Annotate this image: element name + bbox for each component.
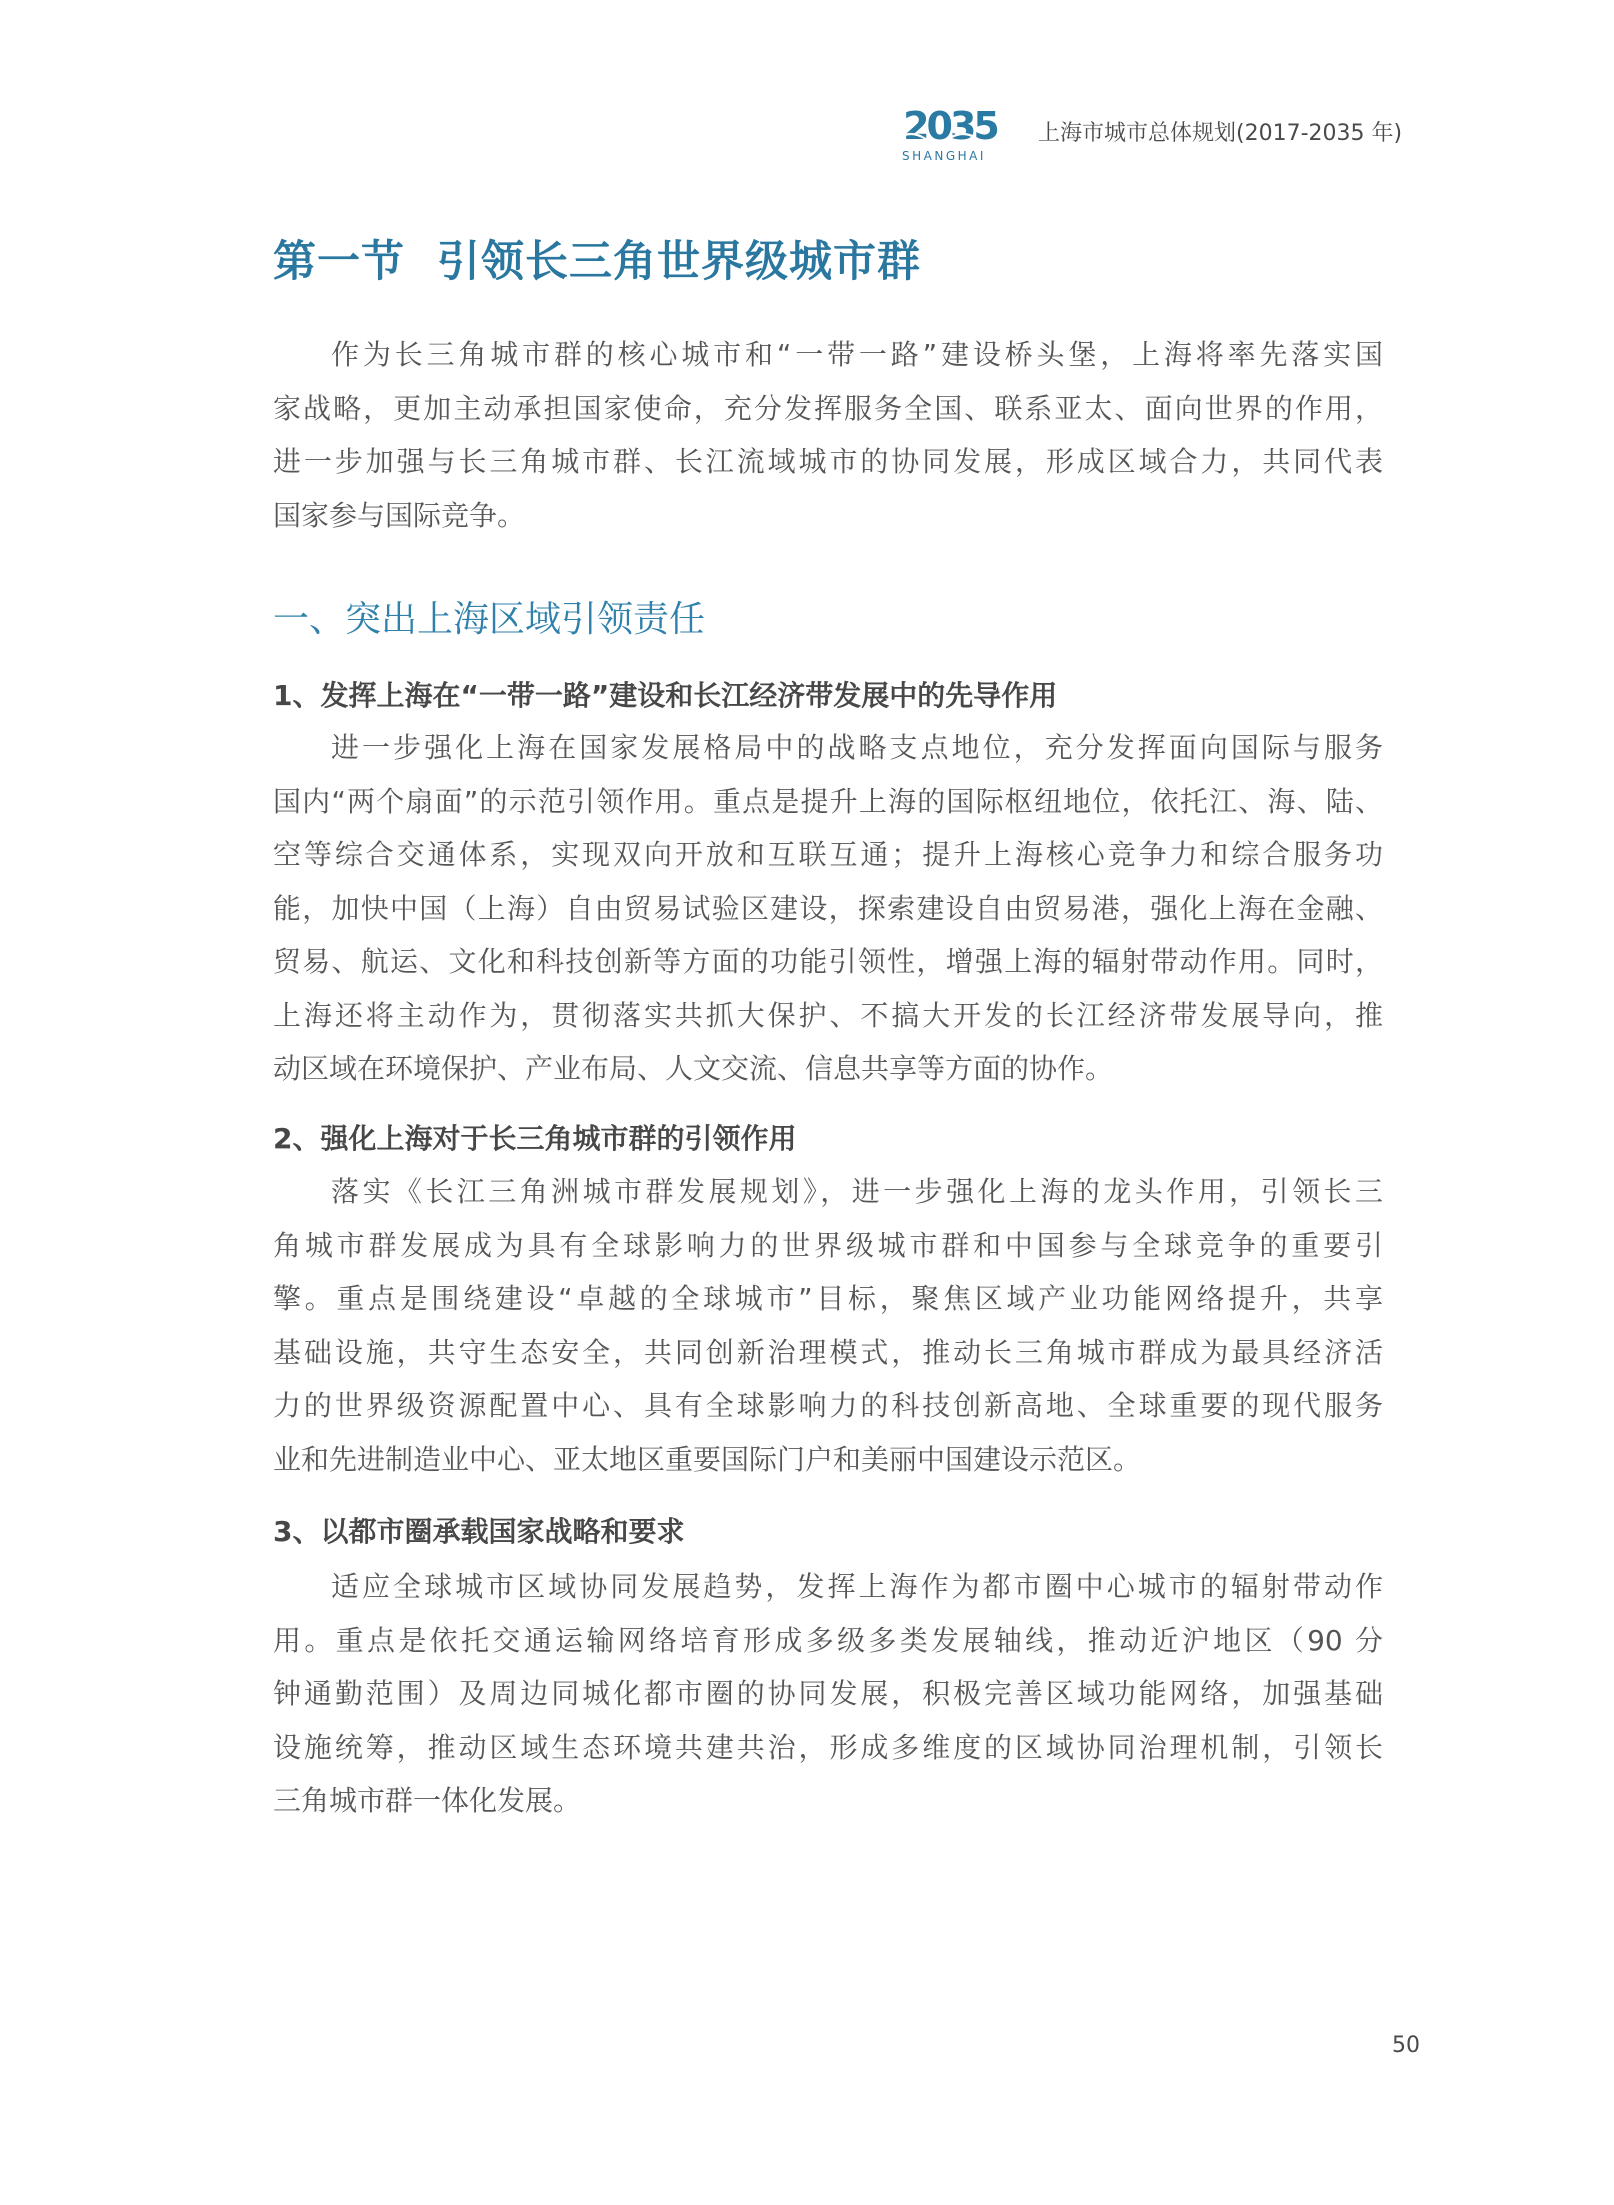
paragraph-line: 力的世界级资源配置中心、具有全球影响力的科技创新高地、全球重要的现代服务 (273, 1389, 1383, 1422)
paragraph-line: 空等综合交通体系，实现双向开放和互联互通；提升上海核心竞争力和综合服务功 (273, 838, 1383, 871)
paragraph-line: 三角城市群一体化发展。 (273, 1784, 582, 1817)
paragraph-line: 钟通勤范围）及周边同城化都市圈的协同发展，积极完善区域功能网络，加强基础 (273, 1677, 1383, 1710)
paragraph-line: 能，加快中国（上海）自由贸易试验区建设，探索建设自由贸易港，强化上海在金融、 (273, 891, 1383, 925)
logo-wave-icon (898, 130, 1002, 144)
paragraph-line: 基础设施，共守生态安全，共同创新治理模式，推动长三角城市群成为最具经济活 (273, 1335, 1383, 1369)
paragraph-line: 作为长三角城市群的核心城市和“一带一路”建设桥头堡，上海将率先落实国 (331, 338, 1383, 371)
paragraph-line: 国内“两个扇面”的示范引领作用。重点是提升上海的国际枢纽地位，依托江、海、陆、 (273, 784, 1383, 818)
chapter-title: 第一节 引领长三角世界级城市群 (273, 237, 921, 287)
paragraph-line: 国家参与国际竞争。 (273, 498, 526, 532)
paragraph-line: 擎。重点是围绕建设“卓越的全球城市”目标，聚焦区域产业功能网络提升，共享 (273, 1282, 1383, 1315)
paragraph-line: 设施统筹，推动区域生态环境共建共治，形成多维度的区域协同治理机制，引领长 (273, 1730, 1383, 1764)
document-title: 上海市城市总体规划(2017-2035 年) (1038, 121, 1403, 146)
section-title: 一、突出上海区域引领责任 (273, 599, 706, 640)
subsection-paragraph-2 (273, 1165, 1383, 1486)
page-number: 50 (1392, 2033, 1420, 2058)
subsection-paragraph-1 (273, 721, 1383, 1096)
paragraph-line: 用。重点是依托交通运输网络培育形成多级多类发展轴线，推动近沪地区（90 分 (273, 1623, 1383, 1657)
paragraph-line: 进一步加强与长三角城市群、长江流域城市的协同发展，形成区域合力，共同代表 (273, 445, 1383, 478)
subsection-heading-3: 3、以都市圈承载国家战略和要求 (273, 1515, 685, 1548)
subsection-heading-1: 1、发挥上海在“一带一路”建设和长江经济带发展中的先导作用 (273, 679, 1058, 712)
paragraph-line: 适应全球城市区域协同发展趋势，发挥上海作为都市圈中心城市的辐射带动作 (331, 1570, 1383, 1603)
logo-city: SHANGHAI (902, 149, 986, 163)
subsection-paragraph-3 (273, 1560, 1383, 1828)
paragraph-line: 业和先进制造业中心、亚太地区重要国际门户和美丽中国建设示范区。 (273, 1442, 1142, 1476)
paragraph-line: 进一步强化上海在国家发展格局中的战略支点地位，充分发挥面向国际与服务 (331, 731, 1383, 764)
subsection-heading-2: 2、强化上海对于长三角城市群的引领作用 (273, 1122, 797, 1155)
paragraph-line: 动区域在环境保护、产业布局、人文交流、信息共享等方面的协作。 (273, 1052, 1114, 1085)
paragraph-line: 上海还将主动作为，贯彻落实共抓大保护、不搞大开发的长江经济带发展导向，推 (273, 998, 1383, 1032)
intro-paragraph (273, 328, 1383, 542)
paragraph-line: 角城市群发展成为具有全球影响力的世界级城市群和中国参与全球竞争的重要引 (273, 1228, 1383, 1262)
paragraph-line: 落实《长江三角洲城市群发展规划》，进一步强化上海的龙头作用，引领长三 (331, 1175, 1383, 1208)
shanghai-2035-logo (896, 106, 1008, 164)
logo-number: 2035 (903, 104, 997, 148)
paragraph-line: 贸易、航运、文化和科技创新等方面的功能引领性，增强上海的辐射带动作用。同时， (273, 945, 1383, 978)
paragraph-line: 家战略，更加主动承担国家使命，充分发挥服务全国、联系亚太、面向世界的作用， (273, 391, 1383, 425)
